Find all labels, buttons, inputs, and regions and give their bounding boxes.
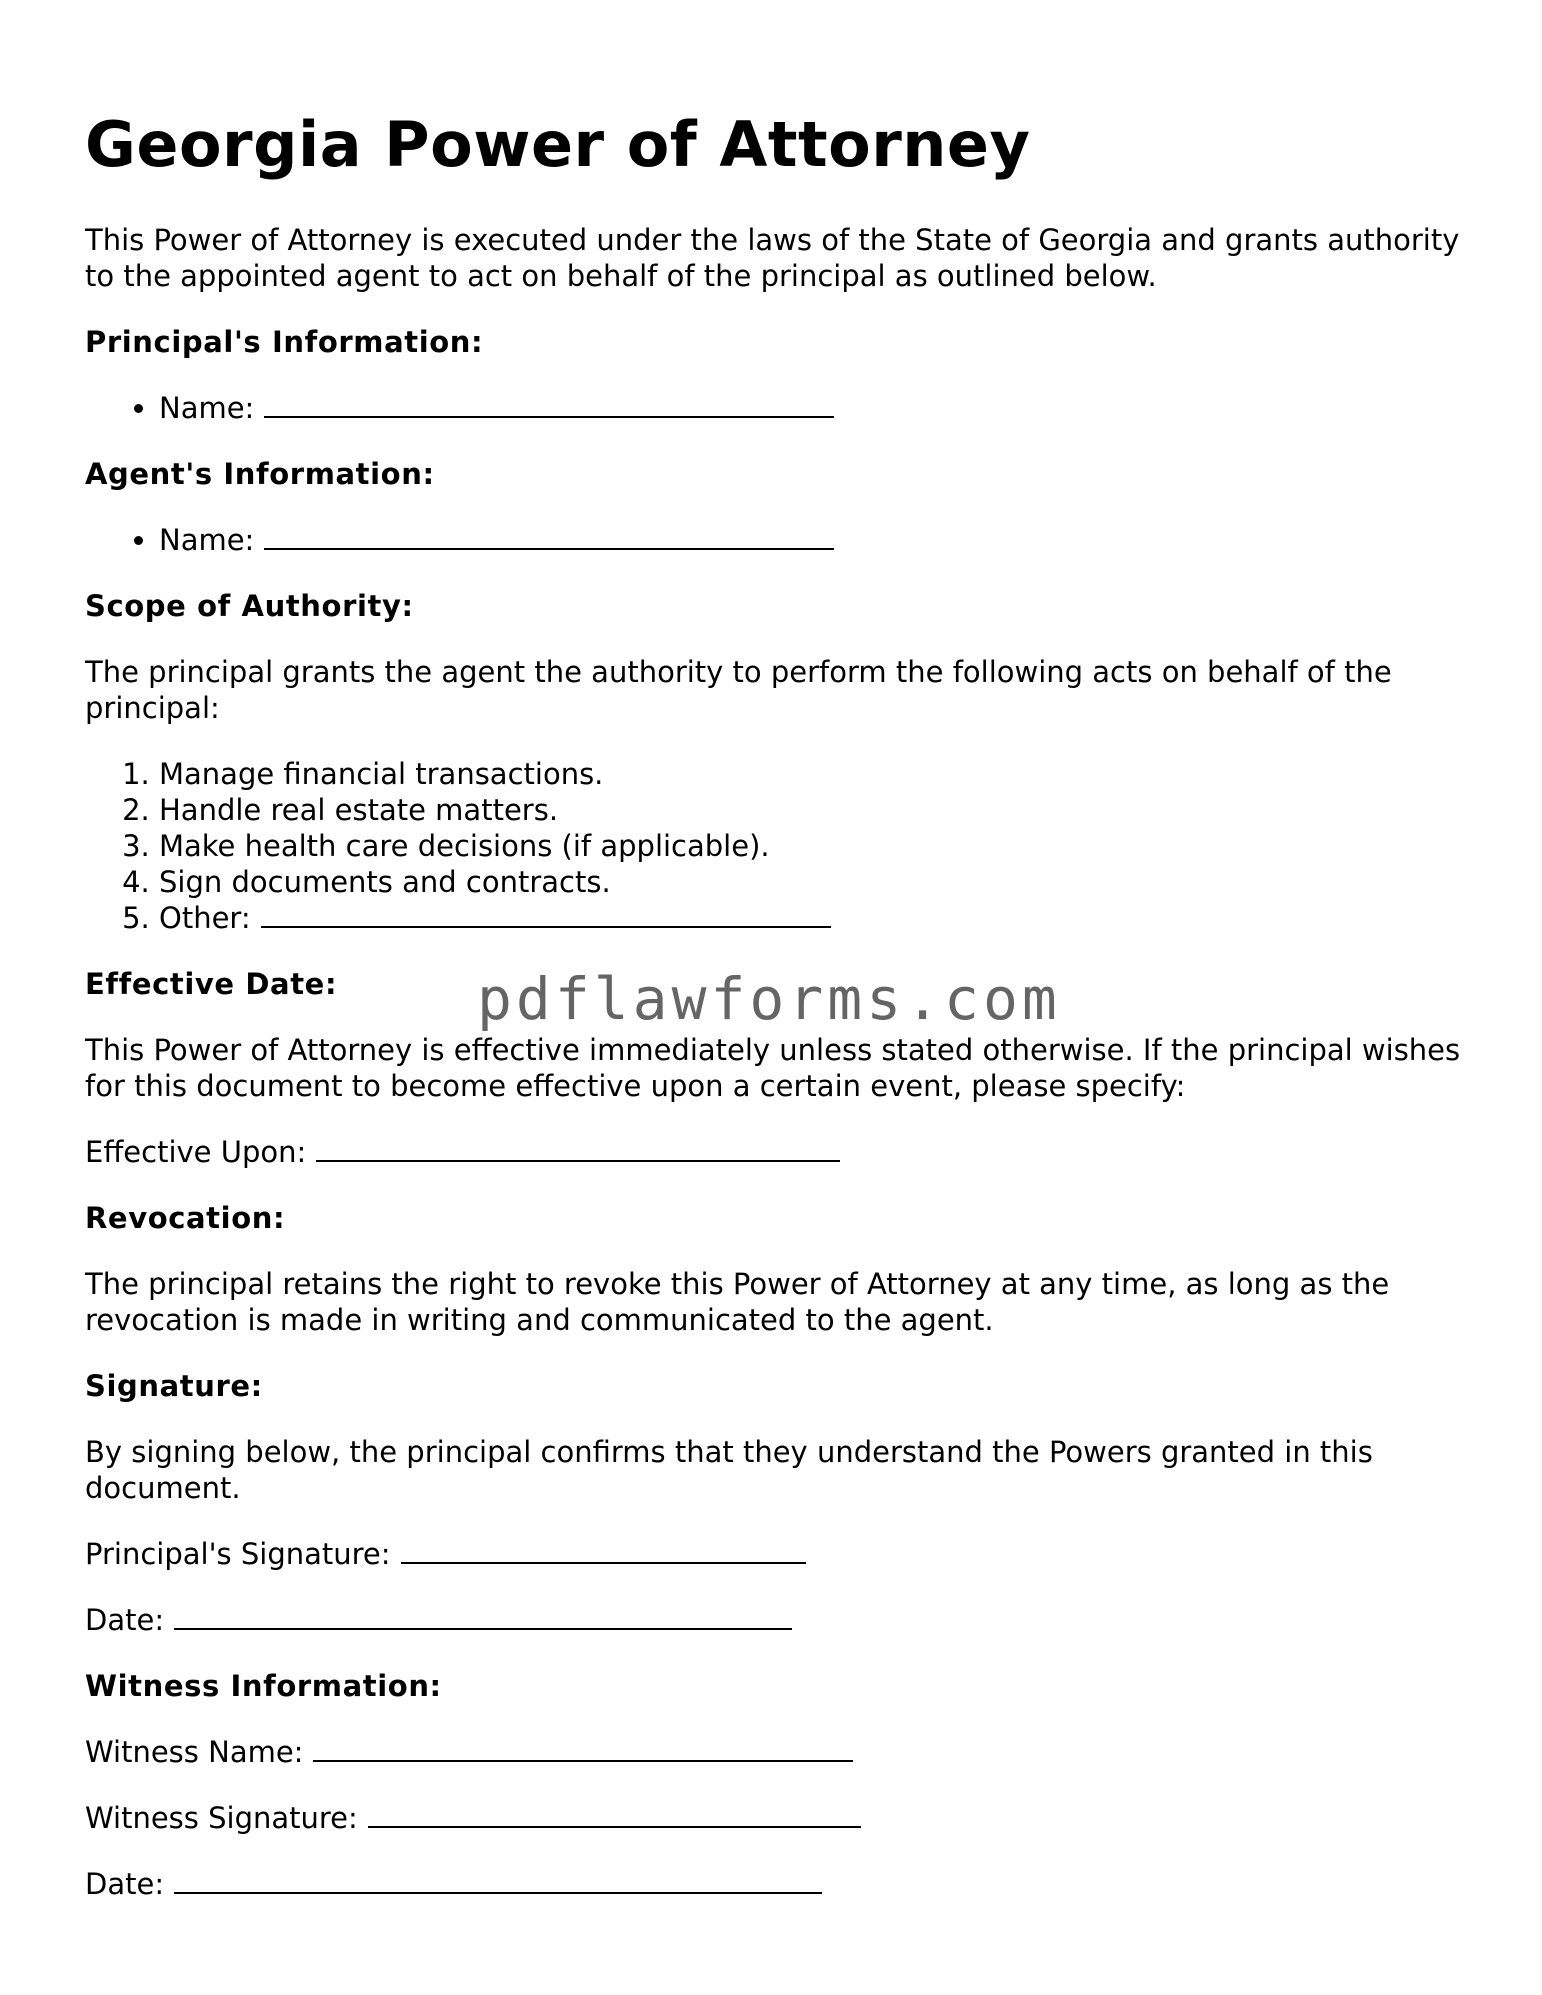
scope-paragraph: The principal grants the agent the authority to perform the following acts on behalf of the principal: xyxy=(85,655,1392,725)
list-item: 3. Make health care decisions (if applicable). xyxy=(159,828,1465,864)
signature-heading: Signature: xyxy=(85,1369,263,1403)
document-title: Georgia Power of Attorney xyxy=(85,108,1031,181)
effective-heading: Effective Date: xyxy=(85,967,338,1001)
witness-name-line xyxy=(85,1734,1465,1770)
witness-name-field[interactable] xyxy=(313,1736,853,1762)
agent-name-label: Name: xyxy=(159,523,255,557)
list-item: 2. Handle real estate matters. xyxy=(159,792,1465,828)
signature-date-field[interactable] xyxy=(174,1604,792,1630)
witness-date-line xyxy=(85,1866,1465,1902)
witness-date-field[interactable] xyxy=(174,1868,822,1894)
effective-upon-line xyxy=(85,1134,1465,1170)
list-item xyxy=(159,522,1465,558)
signature-date-label: Date: xyxy=(85,1603,165,1637)
document-page xyxy=(85,0,1465,1902)
principal-heading: Principal's Information: xyxy=(85,325,484,359)
agent-name-field[interactable] xyxy=(264,524,834,550)
effective-upon-field[interactable] xyxy=(316,1136,840,1162)
agent-heading: Agent's Information: xyxy=(85,457,435,491)
watermark-text: pdflawforms.com xyxy=(477,965,1061,1033)
witness-name-label: Witness Name: xyxy=(85,1735,304,1769)
revocation-paragraph: The principal retains the right to revoke this Power of Attorney at any time, as long as the revocation is made in writing and communicated to the agent. xyxy=(85,1267,1390,1337)
principal-signature-label: Principal's Signature: xyxy=(85,1537,391,1571)
agent-list xyxy=(85,522,1465,558)
list-item xyxy=(159,390,1465,426)
list-item xyxy=(159,900,1465,936)
principal-list xyxy=(85,390,1465,426)
principal-name-field[interactable] xyxy=(264,392,834,418)
revocation-heading: Revocation: xyxy=(85,1201,286,1235)
effective-paragraph: This Power of Attorney is effective immediately unless stated otherwise. If the principal wishes for this document to become effective upon a certain event, please specify: xyxy=(85,1033,1461,1103)
principal-name-label: Name: xyxy=(159,391,255,425)
witness-date-label: Date: xyxy=(85,1867,165,1901)
other-label: Other: xyxy=(159,901,251,935)
scope-list xyxy=(85,756,1465,936)
witness-signature-label: Witness Signature: xyxy=(85,1801,358,1835)
signature-date-line xyxy=(85,1602,1465,1638)
principal-signature-line xyxy=(85,1536,1465,1572)
witness-heading: Witness Information: xyxy=(85,1669,442,1703)
list-item: 4. Sign documents and contracts. xyxy=(159,864,1465,900)
other-field[interactable] xyxy=(261,902,831,928)
signature-paragraph: By signing below, the principal confirms that they understand the Powers granted in this document. xyxy=(85,1435,1373,1505)
principal-signature-field[interactable] xyxy=(401,1538,806,1564)
witness-signature-field[interactable] xyxy=(368,1802,861,1828)
witness-signature-line xyxy=(85,1800,1465,1836)
effective-upon-label: Effective Upon: xyxy=(85,1135,307,1169)
list-item: 1. Manage financial transactions. xyxy=(159,756,1465,792)
scope-heading: Scope of Authority: xyxy=(85,589,414,623)
intro-paragraph: This Power of Attorney is executed under the laws of the State of Georgia and grants authority to the appointed agent to act on behalf of the principal as outlined below. xyxy=(85,223,1460,293)
